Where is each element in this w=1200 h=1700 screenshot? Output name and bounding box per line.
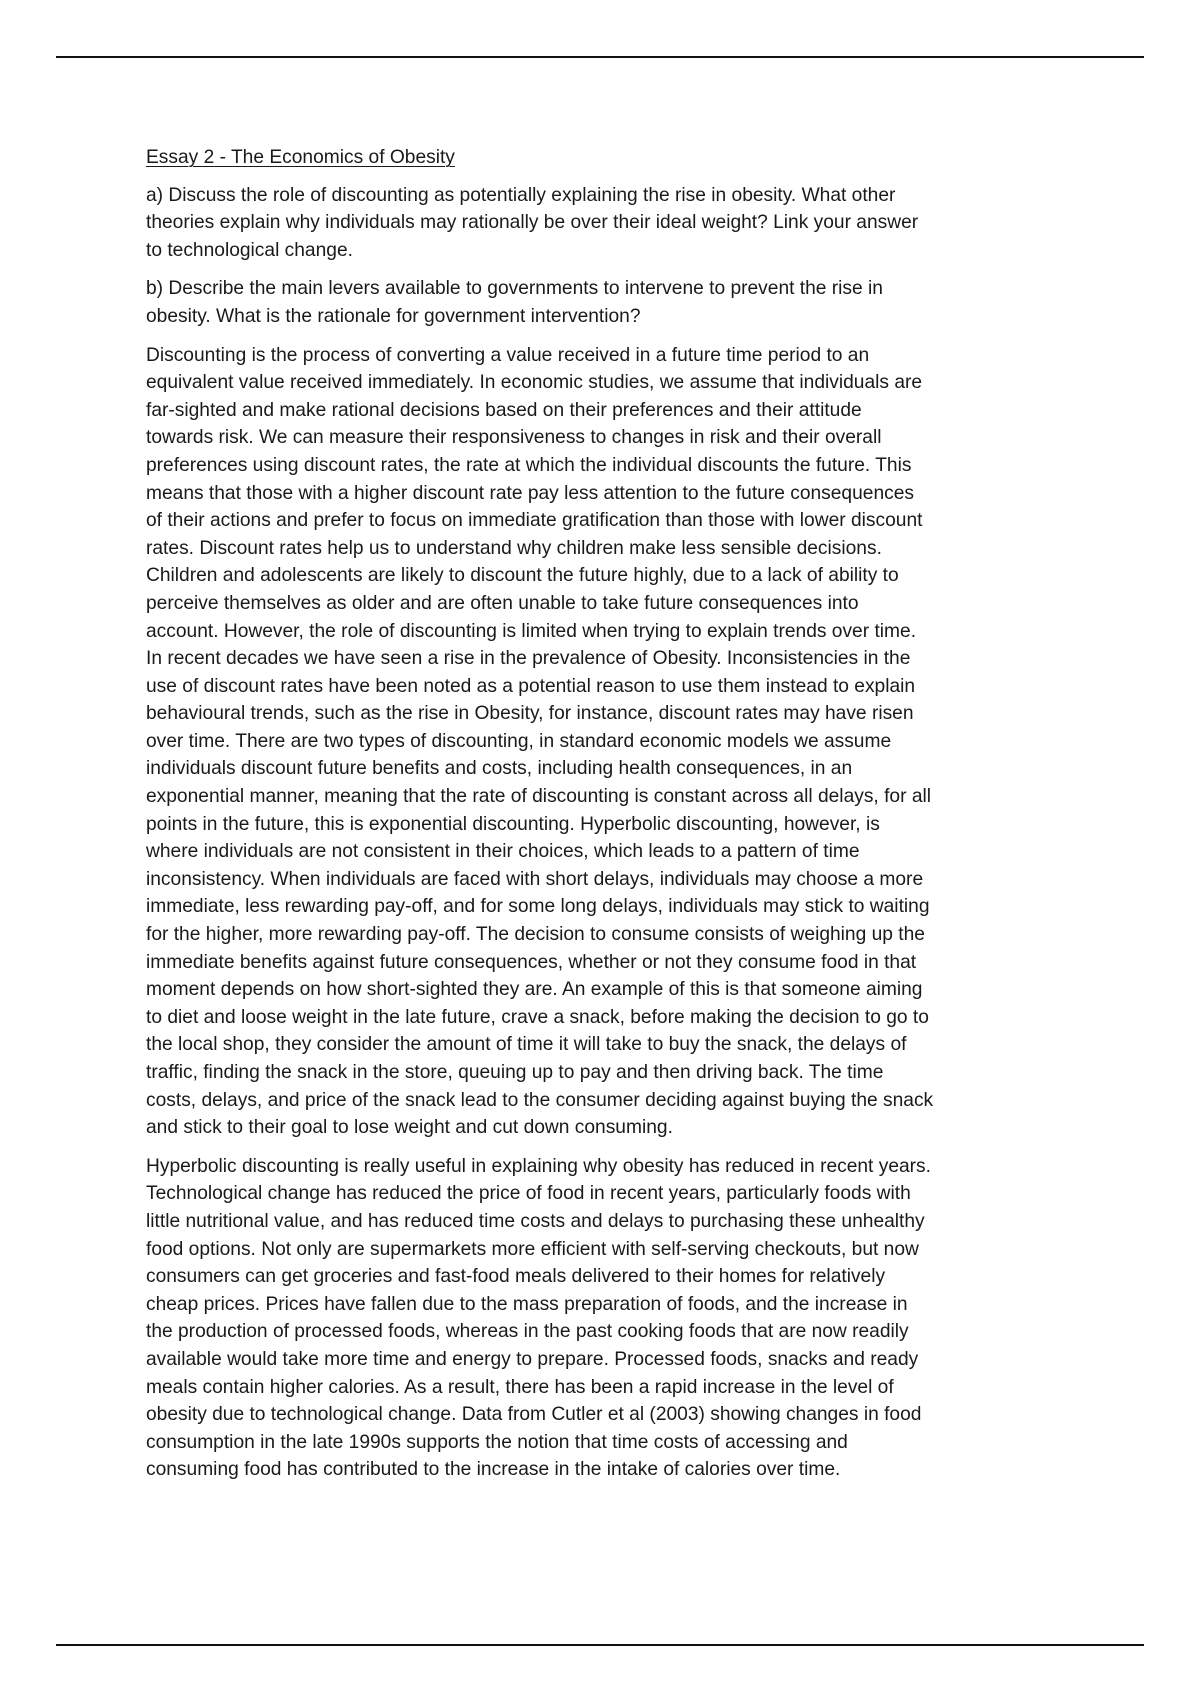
text-line: for the higher, more rewarding pay-off. The decision to consume consists of weighing up the [146, 924, 925, 946]
text-line: far-sighted and make rational decisions based on their preferences and their attitude [146, 399, 862, 421]
text-line: consumers can get groceries and fast-food meals delivered to their homes for relatively [146, 1266, 886, 1288]
body-paragraph-hyperbolic [146, 1153, 1058, 1484]
text-line: Hyperbolic discounting is really useful in explaining why obesity has reduced in recent years. [146, 1155, 931, 1177]
text-line: use of discount rates have been noted as a potential reason to use them instead to explain [146, 675, 916, 697]
text-line: a) Discuss the role of discounting as potentially explaining the rise in obesity. What other [146, 184, 896, 206]
text-line: preferences using discount rates, the rate at which the individual discounts the future. This [146, 454, 912, 476]
text-line: theories explain why individuals may rationally be over their ideal weight? Link your answer [146, 212, 919, 234]
text-line: Discounting is the process of converting a value received in a future time period to an [146, 344, 870, 366]
text-line: immediate, less rewarding pay-off, and for some long delays, individuals may stick to waiting [146, 896, 930, 918]
text-line: meals contain higher calories. As a result, there has been a rapid increase in the level of [146, 1376, 894, 1398]
text-line: obesity. What is the rationale for government intervention? [146, 305, 641, 327]
text-line: the production of processed foods, whereas in the past cooking foods that are now readily [146, 1321, 909, 1343]
text-line: behavioural trends, such as the rise in Obesity, for instance, discount rates may have risen [146, 703, 914, 725]
bottom-divider [56, 1644, 1144, 1646]
essay-title: Essay 2 - The Economics of Obesity [146, 147, 455, 168]
text-line: cheap prices. Prices have fallen due to the mass preparation of foods, and the increase in [146, 1293, 908, 1315]
text-line: to technological change. [146, 239, 353, 261]
question-a [146, 182, 1058, 265]
text-line: immediate benefits against future consequences, whether or not they consume food in that [146, 951, 917, 973]
text-line: where individuals are not consistent in their choices, which leads to a pattern of time [146, 841, 860, 863]
text-line: traffic, finding the snack in the store, queuing up to pay and then driving back. The time [146, 1062, 884, 1083]
text-line: the local shop, they consider the amount of time it will take to buy the snack, the delays of [146, 1034, 907, 1056]
text-line: means that those with a higher discount rate pay less attention to the future consequences [146, 482, 914, 504]
text-line: rates. Discount rates help us to understand why children make less sensible decisions. [146, 537, 882, 559]
text-line: of their actions and prefer to focus on immediate gratification than those with lower discount [146, 510, 923, 532]
text-line: towards risk. We can measure their responsiveness to changes in risk and their overall [146, 427, 882, 449]
text-line: moment depends on how short-sighted they are. An example of this is that someone aiming [146, 979, 923, 1001]
text-line: b) Describe the main levers available to governments to intervene to prevent the rise in [146, 278, 883, 300]
document-body [146, 144, 1058, 1495]
text-line: points in the future, this is exponential discounting. Hyperbolic discounting, however, is [146, 813, 880, 835]
text-line: inconsistency. When individuals are faced with short delays, individuals may choose a more [146, 868, 924, 890]
text-line: Children and adolescents are likely to discount the future highly, due to a lack of ability to [146, 565, 899, 587]
text-line: food options. Not only are supermarkets more efficient with self-serving checkouts, but now [146, 1238, 919, 1260]
text-line: exponential manner, meaning that the rate of discounting is constant across all delays, for all [146, 786, 932, 808]
text-line: consuming food has contributed to the increase in the intake of calories over time. [146, 1459, 841, 1481]
text-line: consumption in the late 1990s supports the notion that time costs of accessing and [146, 1431, 848, 1453]
text-line: costs, delays, and price of the snack lead to the consumer deciding against buying the snack [146, 1089, 934, 1111]
text-line: and stick to their goal to lose weight and cut down consuming. [146, 1117, 673, 1139]
text-line: perceive themselves as older and are often unable to take future consequences into [146, 592, 859, 614]
text-line: individuals discount future benefits and costs, including health consequences, in an [146, 758, 853, 780]
text-line: obesity due to technological change. Data from Cutler et al (2003) showing changes in food [146, 1404, 922, 1426]
top-divider [56, 56, 1144, 58]
body-paragraph-discounting [146, 342, 1058, 1142]
text-line: Technological change has reduced the price of food in recent years, particularly foods with [146, 1183, 911, 1205]
paragraph-container [146, 182, 1058, 1484]
text-line: to diet and loose weight in the late future, crave a snack, before making the decision to go to [146, 1006, 929, 1028]
text-line: account. However, the role of discounting is limited when trying to explain trends over time. [146, 620, 917, 642]
text-line: available would take more time and energy to prepare. Processed foods, snacks and ready [146, 1348, 919, 1370]
text-line: over time. There are two types of discounting, in standard economic models we assume [146, 730, 892, 752]
text-line: equivalent value received immediately. In economic studies, we assume that individuals are [146, 372, 923, 394]
question-b [146, 275, 1058, 330]
text-line: In recent decades we have seen a rise in the prevalence of Obesity. Inconsistencies in the [146, 648, 911, 670]
text-line: little nutritional value, and has reduced time costs and delays to purchasing these unhealthy [146, 1210, 925, 1232]
